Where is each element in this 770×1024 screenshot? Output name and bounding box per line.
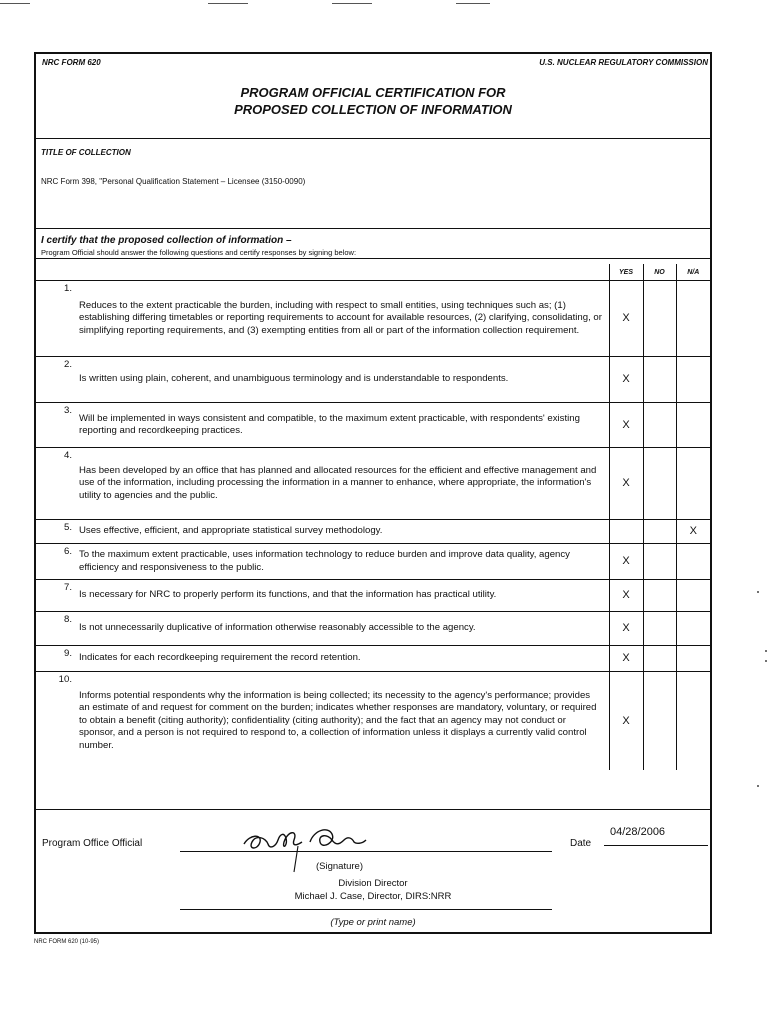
- scan-mark: [0, 3, 30, 4]
- form-number: NRC FORM 620: [42, 58, 101, 67]
- yes-checkbox[interactable]: X: [609, 544, 643, 580]
- na-checkbox[interactable]: [676, 357, 710, 403]
- form-header: [36, 54, 710, 139]
- collection-section: [36, 140, 710, 229]
- question-text: Uses effective, efficient, and appropriate statistical survey methodology.: [79, 520, 609, 544]
- column-yes-header: YES: [609, 264, 643, 281]
- question-text: Is written using plain, coherent, and unambiguous terminology and is understandable to respondents.: [79, 357, 609, 403]
- yes-checkbox[interactable]: X: [609, 672, 643, 770]
- scan-dot: [757, 591, 759, 593]
- divider: [36, 258, 710, 259]
- no-checkbox[interactable]: [643, 580, 676, 612]
- na-checkbox[interactable]: [676, 403, 710, 448]
- question-number: 7.: [36, 580, 79, 612]
- question-row: [36, 672, 710, 770]
- scan-dot: [765, 660, 767, 662]
- na-checkbox[interactable]: [676, 580, 710, 612]
- question-text: Is not unnecessarily duplicative of information otherwise reasonably accessible to the agency.: [79, 612, 609, 646]
- yes-checkbox[interactable]: X: [609, 612, 643, 646]
- scan-mark: [456, 3, 490, 4]
- scan-mark: [208, 3, 248, 4]
- na-checkbox[interactable]: [676, 612, 710, 646]
- na-checkbox[interactable]: [676, 448, 710, 520]
- question-row: [36, 544, 710, 580]
- date-value: 04/28/2006: [610, 826, 666, 838]
- yes-checkbox[interactable]: X: [609, 281, 643, 357]
- yes-checkbox[interactable]: X: [609, 403, 643, 448]
- signature-caption: (Signature): [316, 861, 363, 872]
- column-no-header: NO: [643, 264, 676, 281]
- question-number: 9.: [36, 646, 79, 672]
- name-caption: (Type or print name): [330, 917, 416, 928]
- no-checkbox[interactable]: [643, 357, 676, 403]
- no-checkbox[interactable]: [643, 612, 676, 646]
- no-checkbox[interactable]: [643, 672, 676, 770]
- table-header-row: [36, 264, 710, 281]
- form-title: [36, 84, 710, 118]
- official-title: Division Director: [338, 878, 408, 889]
- na-checkbox[interactable]: X: [676, 520, 710, 544]
- scan-dot: [757, 785, 759, 787]
- yes-checkbox[interactable]: X: [609, 448, 643, 520]
- question-row: [36, 646, 710, 672]
- collection-title-value: NRC Form 398, "Personal Qualification Statement – Licensee (3150-0090): [41, 177, 306, 186]
- name-line: [180, 909, 552, 910]
- question-text: Is necessary for NRC to properly perform its functions, and that the information has practical utility.: [79, 580, 609, 612]
- certification-statement: I certify that the proposed collection of information –: [41, 235, 292, 246]
- no-checkbox[interactable]: [643, 646, 676, 672]
- question-number: 5.: [36, 520, 79, 544]
- scan-dot: [765, 650, 767, 652]
- question-row: [36, 580, 710, 612]
- questions-table: [36, 264, 710, 770]
- no-checkbox[interactable]: [643, 403, 676, 448]
- na-checkbox[interactable]: [676, 646, 710, 672]
- na-checkbox[interactable]: [676, 672, 710, 770]
- question-row: [36, 448, 710, 520]
- form-title-line-2: PROPOSED COLLECTION OF INFORMATION: [234, 102, 512, 117]
- yes-checkbox[interactable]: X: [609, 646, 643, 672]
- scan-mark: [332, 3, 372, 4]
- question-row: [36, 403, 710, 448]
- question-row: [36, 281, 710, 357]
- question-number: 2.: [36, 357, 79, 403]
- official-name: Michael J. Case, Director, DIRS:NRR: [294, 891, 452, 902]
- question-number: 4.: [36, 448, 79, 520]
- certification-instruction: Program Official should answer the following questions and certify responses by signing below:: [41, 248, 357, 257]
- question-number: 3.: [36, 403, 79, 448]
- question-text: Indicates for each recordkeeping requirement the record retention.: [79, 646, 609, 672]
- handwritten-signature: [236, 816, 386, 876]
- signature-label: Program Office Official: [42, 838, 143, 849]
- collection-title-label: TITLE OF COLLECTION: [41, 148, 131, 157]
- no-checkbox[interactable]: [643, 520, 676, 544]
- question-text: To the maximum extent practicable, uses information technology to reduce burden and improve data quality, agency efficiency and responsiveness to the public.: [79, 544, 609, 580]
- question-number: 6.: [36, 544, 79, 580]
- question-text: Informs potential respondents why the information is being collected; its necessity to the agency's performance; provides an estimate of and request for comment on the burden; indicates whether responses are mandatory, voluntary, or required to obtain a benefit (citing authority); confidentiality (citing authority); and the fact that an agency may not conduct or sponsor, and a person is not required to respond to, a collection of information unless it displays a currently valid control number.: [79, 672, 609, 770]
- question-number: 8.: [36, 612, 79, 646]
- question-text: Will be implemented in ways consistent and compatible, to the maximum extent practicable, with respondents' existing reporting and recordkeeping practices.: [79, 403, 609, 448]
- no-checkbox[interactable]: [643, 448, 676, 520]
- yes-checkbox[interactable]: X: [609, 580, 643, 612]
- certification-form: [34, 52, 712, 934]
- question-number: 1.: [36, 281, 79, 357]
- question-row: [36, 357, 710, 403]
- question-number: 10.: [36, 672, 79, 770]
- date-line: [604, 845, 708, 846]
- no-checkbox[interactable]: [643, 281, 676, 357]
- na-checkbox[interactable]: [676, 281, 710, 357]
- yes-checkbox[interactable]: X: [609, 357, 643, 403]
- question-text: Has been developed by an office that has planned and allocated resources for the efficient and effective management and use of the information, including processing the information in a manner to enhance, where appropriate, the information's utility to agencies and the public.: [79, 448, 609, 520]
- signature-section: [36, 809, 710, 933]
- column-na-header: N/A: [676, 264, 710, 281]
- footer-form-id: NRC FORM 620 (10-95): [34, 939, 100, 945]
- question-text: Reduces to the extent practicable the burden, including with respect to small entities, using techniques such as; (1) establishing differing timetables or reporting requirements to account for available resources, (2) clarifying, consolidating, or simplifying reporting requirements, and (3) exempting entities from all or part of the information collection requirement.: [79, 281, 609, 357]
- form-title-line-1: PROGRAM OFFICIAL CERTIFICATION FOR: [240, 85, 506, 100]
- question-row: [36, 612, 710, 646]
- signature-line: [180, 851, 552, 852]
- na-checkbox[interactable]: [676, 544, 710, 580]
- agency-name: U.S. NUCLEAR REGULATORY COMMISSION: [539, 58, 708, 67]
- date-label: Date: [570, 838, 592, 849]
- question-row: [36, 520, 710, 544]
- no-checkbox[interactable]: [643, 544, 676, 580]
- yes-checkbox[interactable]: [609, 520, 643, 544]
